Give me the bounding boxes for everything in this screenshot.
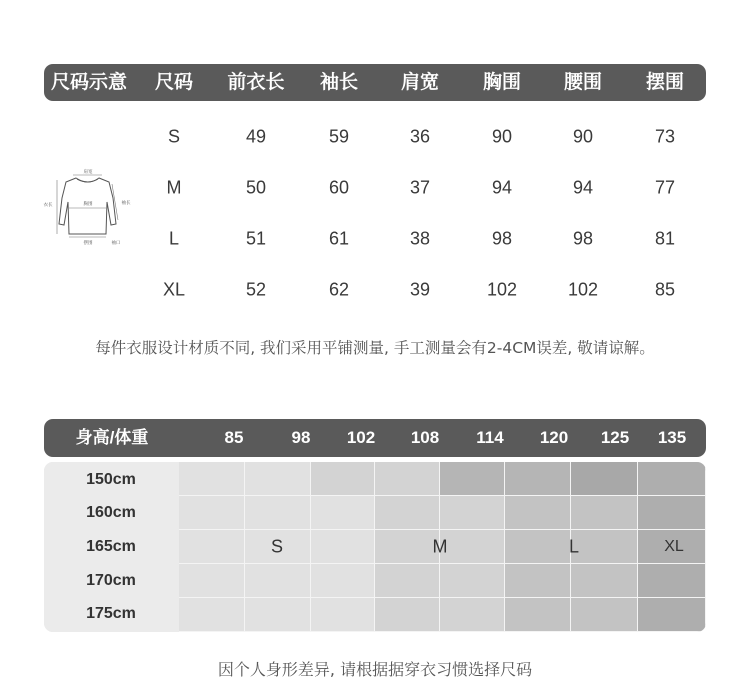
fit-zone-cell: [440, 462, 505, 496]
header-hem: 摆围: [645, 71, 685, 93]
value-cell: 60: [328, 177, 350, 198]
size-zone-s: S: [270, 536, 284, 557]
value-cell: 59: [328, 126, 350, 147]
sweater-outline-icon: [42, 168, 134, 246]
size-cell: L: [168, 228, 180, 249]
value-cell: 38: [409, 228, 431, 249]
height-label: 170cm: [86, 572, 136, 589]
fit-zone-cell: [505, 564, 571, 598]
fit-zone-cell: [179, 496, 245, 530]
fit-zone-cell: [245, 462, 311, 496]
size-zone-l: L: [568, 536, 580, 557]
diagram-label-cuff: 袖口: [111, 241, 121, 246]
header-size: 尺码: [154, 71, 194, 93]
size-zone-xl: XL: [664, 538, 684, 555]
header-chest: 胸围: [482, 71, 522, 93]
value-cell: 50: [245, 177, 267, 198]
size-zone-m: M: [432, 536, 448, 557]
diagram-label-hem: 摆围: [83, 241, 93, 246]
value-cell: 39: [409, 279, 431, 300]
value-cell: 102: [486, 279, 518, 300]
value-cell: 37: [409, 177, 431, 198]
value-cell: 52: [245, 279, 267, 300]
header-shoulder: 肩宽: [400, 71, 440, 93]
size-cell: XL: [162, 279, 186, 300]
size-cell: S: [167, 126, 181, 147]
value-cell: 98: [572, 228, 594, 249]
fit-zone-cell: [179, 564, 245, 598]
fit-zone-cell: [440, 530, 505, 564]
fit-zone-cell: [375, 598, 440, 632]
fit-zone-cell: [571, 462, 638, 496]
height-label: 150cm: [86, 471, 136, 488]
value-cell: 94: [491, 177, 513, 198]
fit-zone-cell: [638, 462, 706, 496]
weight-label: 108: [410, 428, 440, 447]
weight-label: 135: [657, 428, 687, 447]
fit-zone-cell: [311, 598, 375, 632]
value-cell: 102: [567, 279, 599, 300]
fit-zone-cell: [245, 564, 311, 598]
diagram-label-sleeve: 袖长: [121, 201, 131, 206]
fit-zone-cell: [440, 564, 505, 598]
fit-zone-cell: [638, 598, 706, 632]
height-label: 165cm: [86, 538, 136, 555]
value-cell: 73: [654, 126, 676, 147]
weight-label: 85: [224, 428, 244, 447]
weight-label: 114: [476, 428, 504, 447]
value-cell: 49: [245, 126, 267, 147]
fit-zone-cell: [440, 496, 505, 530]
fit-zone-cell: [638, 496, 706, 530]
header-diagram: 尺码示意: [50, 71, 128, 93]
fit-chart-grid: [44, 462, 706, 632]
fit-zone-cell: [179, 530, 245, 564]
fit-zone-cell: [311, 530, 375, 564]
value-cell: 94: [572, 177, 594, 198]
weight-label: 120: [539, 428, 569, 447]
fit-zone-cell: [375, 496, 440, 530]
header-length: 前衣长: [227, 71, 285, 93]
diagram-label-length: 衣长: [43, 203, 53, 208]
value-cell: 61: [328, 228, 350, 249]
fit-zone-cell: [505, 462, 571, 496]
size-cell: M: [166, 177, 182, 198]
fit-zone-cell: [179, 598, 245, 632]
fit-zone-cell: [505, 496, 571, 530]
fit-note: 因个人身形差异, 请根据据穿衣习惯选择尺码: [217, 660, 533, 679]
value-cell: 90: [491, 126, 513, 147]
header-sleeve: 袖长: [319, 71, 359, 93]
fit-zone-cell: [568, 530, 638, 564]
fit-zone-cell: [311, 462, 375, 496]
garment-measurement-diagram: [42, 168, 134, 246]
fit-zone-cell: [311, 496, 375, 530]
fit-zone-cell: [571, 564, 638, 598]
weight-label: 125: [600, 428, 630, 447]
fit-zone-cell: [571, 598, 638, 632]
fit-zone-cell: [440, 598, 505, 632]
fit-zone-cell: [179, 462, 245, 496]
fit-zone-cell: [505, 598, 571, 632]
fit-zone-cell: [375, 462, 440, 496]
weight-label: 98: [291, 428, 311, 447]
weight-label: 102: [346, 428, 376, 447]
measurement-note: 每件衣服设计材质不同, 我们采用平铺测量, 手工测量会有2-4CM误差, 敬请谅解。: [95, 339, 655, 357]
fit-zone-cell: [571, 496, 638, 530]
fit-zone-cell: [245, 496, 311, 530]
height-label: 175cm: [86, 605, 136, 622]
fit-zone-cell: [375, 564, 440, 598]
size-table-header: [44, 64, 706, 101]
fit-zone-cell: [638, 564, 706, 598]
fit-zone-cell: [245, 598, 311, 632]
fit-chart-header: [44, 419, 706, 457]
header-waist: 腰围: [563, 71, 603, 93]
value-cell: 98: [491, 228, 513, 249]
fit-zone-cell: [505, 530, 571, 564]
value-cell: 36: [409, 126, 431, 147]
value-cell: 62: [328, 279, 350, 300]
value-cell: 90: [572, 126, 594, 147]
fit-zone-cell: [311, 564, 375, 598]
value-cell: 81: [654, 228, 676, 249]
diagram-label-shoulder: 肩宽: [83, 170, 93, 175]
diagram-label-chest: 胸围: [83, 202, 93, 207]
value-cell: 77: [654, 177, 676, 198]
value-cell: 51: [245, 228, 267, 249]
fit-zone-cell: [375, 530, 440, 564]
value-cell: 85: [654, 279, 676, 300]
header-height-weight: 身高/体重: [75, 428, 149, 447]
height-label: 160cm: [86, 504, 136, 521]
